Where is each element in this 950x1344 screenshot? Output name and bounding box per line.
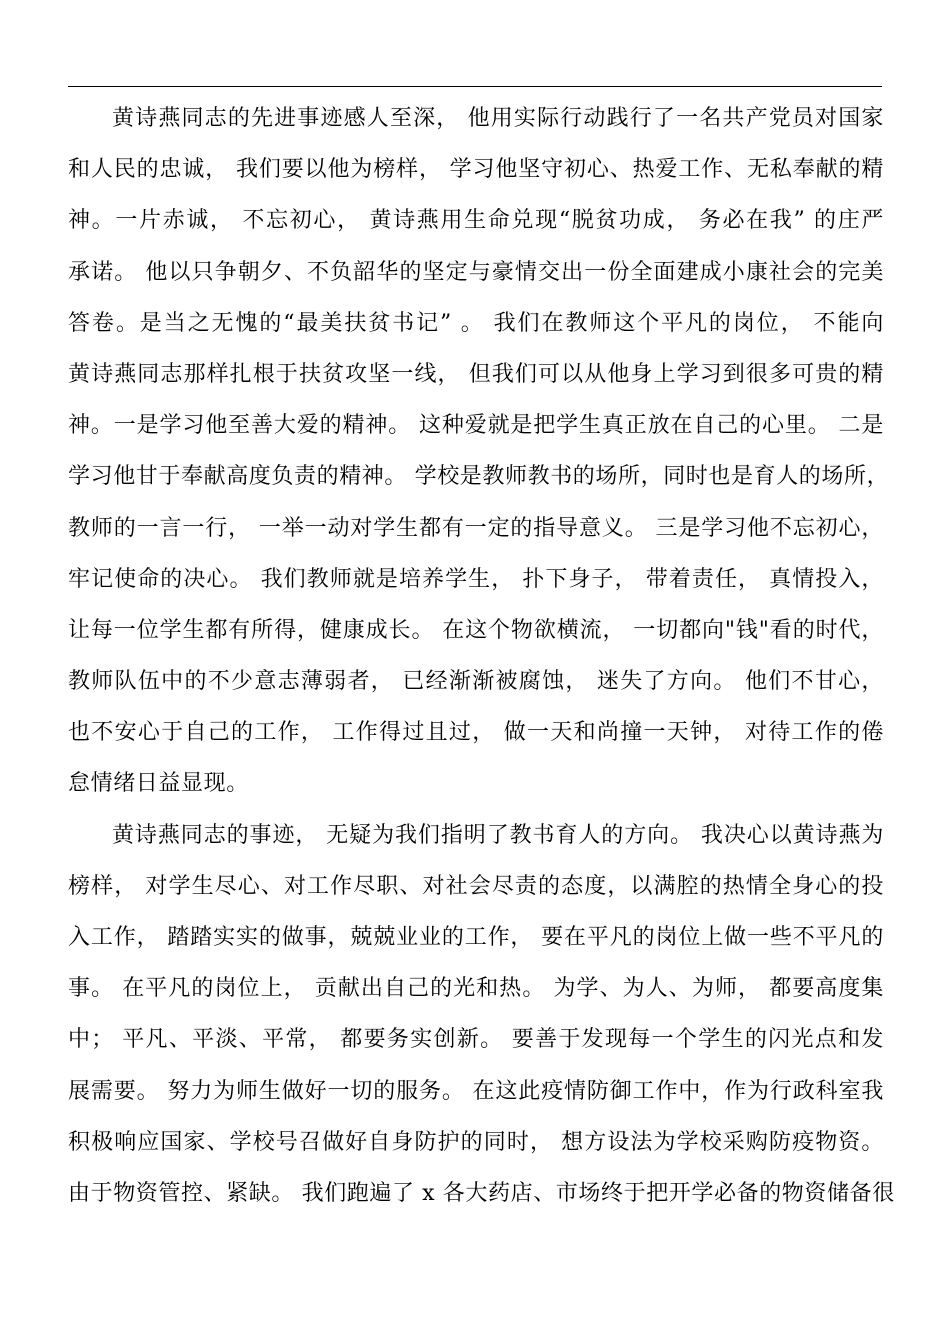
paragraph-1-line-9: 教师的一言一行， 一举一动对学生都有一定的指导意义。 三是学习他不忘初心，: [68, 515, 884, 541]
paragraph-2-line-3: 入工作， 踏踏实实的做事，兢兢业业的工作， 要在平凡的岗位上做一些不平凡的: [68, 925, 884, 950]
paragraph-2-line-7: 积极响应国家、学校号召做好自身防护的同时， 想方设法为学校采购防疫物资。: [68, 1129, 884, 1155]
paragraph-1-line-14: 怠情绪日益显现。: [68, 771, 249, 797]
paragraph-2-line-4: 事。 在平凡的岗位上， 贡献出自己的光和热。 为学、为人、为师， 都要高度集: [68, 976, 884, 1002]
paragraph-1-line-12: 教师队伍中的不少意志薄弱者， 已经渐渐被腐蚀， 迷失了方向。 他们不甘心，: [68, 669, 884, 695]
paragraph-1-line-6: 黄诗燕同志那样扎根于扶贫攻坚一线， 但我们可以从他身上学习到很多可贵的精: [68, 361, 884, 387]
paragraph-2-line-1: 黄诗燕同志的事迹， 无疑为我们指明了教书育人的方向。 我决心以黄诗燕为: [112, 822, 884, 848]
paragraph-2-line-5: 中； 平凡、平淡、平常， 都要务实创新。 要善于发现每一个学生的闪光点和发: [68, 1027, 884, 1053]
paragraph-1-line-10: 牢记使命的决心。 我们教师就是培养学生， 扑下身子， 带着责任， 真情投入，: [68, 566, 884, 592]
paragraph-2-line-6: 展需要。 努力为师生做好一切的服务。 在这此疫情防御工作中，作为行政科室我: [68, 1078, 884, 1104]
paragraph-2-line-8: 由于物资管控、紧缺。 我们跑遍了 x 各大药店、市场终于把开学必备的物资储备很: [68, 1180, 895, 1206]
paragraph-1-line-3: 神。一片赤诚， 不忘初心， 黄诗燕用生命兑现“脱贫功成， 务必在我” 的庄严: [68, 208, 884, 234]
document-body: [68, 93, 895, 1219]
paragraph-1-line-5: 答卷。是当之无愧的“最美扶贫书记” 。 我们在教师这个平凡的岗位， 不能向: [68, 310, 884, 336]
paragraph-2-line-2: 榜样， 对学生尽心、对工作尽职、对社会尽责的态度，以满腔的热情全身心的投: [68, 873, 884, 899]
paragraph-1-line-8: 学习他甘于奉献高度负责的精神。 学校是教师教书的场所，同时也是育人的场所，: [68, 464, 890, 490]
header-rule: [68, 86, 882, 87]
paragraph-1-line-1: 黄诗燕同志的先进事迹感人至深， 他用实际行动践行了一名共产党员对国家: [112, 106, 884, 131]
paragraph-1-line-7: 神。一是学习他至善大爱的精神。 这种爱就是把学生真正放在自己的心里。 二是: [68, 413, 884, 439]
paragraph-1-line-13: 也不安心于自己的工作， 工作得过且过， 做一天和尚撞一天钟， 对待工作的倦: [68, 720, 884, 746]
paragraph-1-line-11: 让每一位学生都有所得，健康成长。 在这个物欲横流， 一切都向"钱"看的时代，: [68, 617, 884, 643]
paragraph-1-line-4: 承诺。 他以只争朝夕、不负韶华的坚定与豪情交出一份全面建成小康社会的完美: [68, 259, 884, 285]
paragraph-1-line-2: 和人民的忠诚， 我们要以他为榜样， 学习他坚守初心、热爱工作、无私奉献的精: [68, 157, 884, 183]
